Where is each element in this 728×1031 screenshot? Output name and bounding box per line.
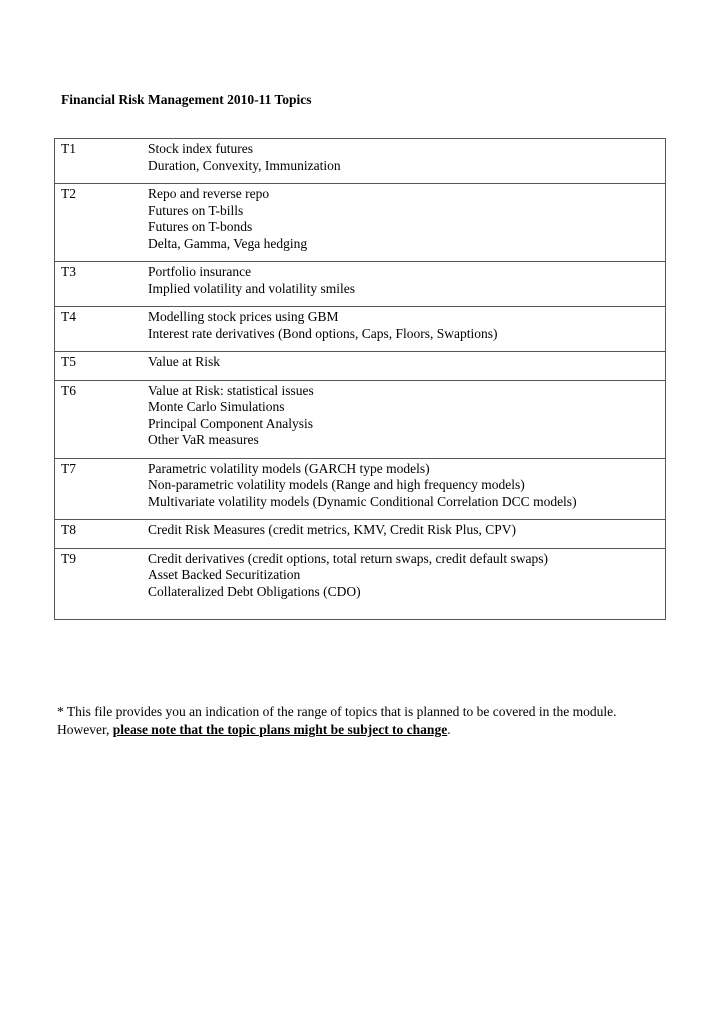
- topic-row: [55, 458, 666, 520]
- topic-code: T8: [55, 520, 137, 549]
- footnote-emphasis: please note that the topic plans might be subject to change: [112, 722, 448, 737]
- topic-items: [136, 380, 666, 458]
- topic-item: Parametric volatility models (GARCH type models): [148, 460, 430, 476]
- topic-item: Value at Risk: statistical issues: [148, 382, 314, 398]
- topic-row: [55, 262, 666, 307]
- topic-item: Credit Risk Measures (credit metrics, KMV, Credit Risk Plus, CPV): [148, 522, 516, 537]
- topic-code: T3: [55, 262, 137, 307]
- topic-item: Modelling stock prices using GBM: [148, 309, 339, 324]
- topic-code: T2: [55, 184, 137, 262]
- topic-code: T1: [55, 139, 137, 184]
- topic-items: [136, 352, 666, 381]
- topic-item: Credit derivatives (credit options, total return swaps, credit default swaps): [148, 550, 549, 566]
- topic-code: T9: [55, 548, 137, 620]
- topic-item: Portfolio insurance: [148, 264, 252, 279]
- topic-items: [136, 520, 666, 549]
- topic-item: Repo and reverse repo: [148, 186, 270, 201]
- topic-row: [55, 548, 666, 620]
- topic-item: Non-parametric volatility models (Range and high frequency models): [148, 477, 525, 492]
- topic-item: Futures on T-bonds: [148, 219, 253, 234]
- topic-items: [136, 548, 666, 620]
- topic-code: T7: [55, 458, 137, 520]
- topic-item: Monte Carlo Simulations: [148, 399, 285, 414]
- topic-code: T4: [55, 307, 137, 352]
- topic-item: Futures on T-bills: [148, 202, 244, 218]
- topic-code: T6: [55, 380, 137, 458]
- topic-row: [55, 380, 666, 458]
- topic-row: [55, 307, 666, 352]
- topic-row: [55, 520, 666, 549]
- topic-item: Delta, Gamma, Vega hedging: [148, 235, 308, 251]
- topics-table-body: [55, 139, 666, 620]
- topic-item: Implied volatility and volatility smiles: [148, 280, 355, 296]
- topic-item: Interest rate derivatives (Bond options, Caps, Floors, Swaptions): [148, 325, 498, 341]
- topic-row: [55, 139, 666, 184]
- topics-table: [54, 138, 666, 620]
- topic-items: [136, 184, 666, 262]
- footnote: [57, 703, 657, 739]
- page-title: Financial Risk Management 2010-11 Topics: [61, 92, 312, 107]
- topic-item: Principal Component Analysis: [148, 415, 313, 431]
- footnote-text: * This file provides you an indication of the range of topics that is planned to be covered in the module. However,: [57, 704, 617, 737]
- topic-item: Stock index futures: [148, 141, 253, 156]
- topic-row: [55, 352, 666, 381]
- topic-item: Asset Backed Securitization: [148, 567, 301, 582]
- topic-code: T5: [55, 352, 137, 381]
- footnote-end: .: [447, 722, 451, 737]
- topic-item: Other VaR measures: [148, 432, 259, 447]
- topic-item: Value at Risk: [148, 354, 220, 369]
- topic-row: [55, 184, 666, 262]
- topic-item: Collateralized Debt Obligations (CDO): [148, 583, 361, 599]
- topic-items: [136, 458, 666, 520]
- topic-items: [136, 307, 666, 352]
- topic-items: [136, 139, 666, 184]
- topic-item: Multivariate volatility models (Dynamic Conditional Correlation DCC models): [148, 493, 577, 509]
- topic-item: Duration, Convexity, Immunization: [148, 157, 341, 173]
- topic-items: [136, 262, 666, 307]
